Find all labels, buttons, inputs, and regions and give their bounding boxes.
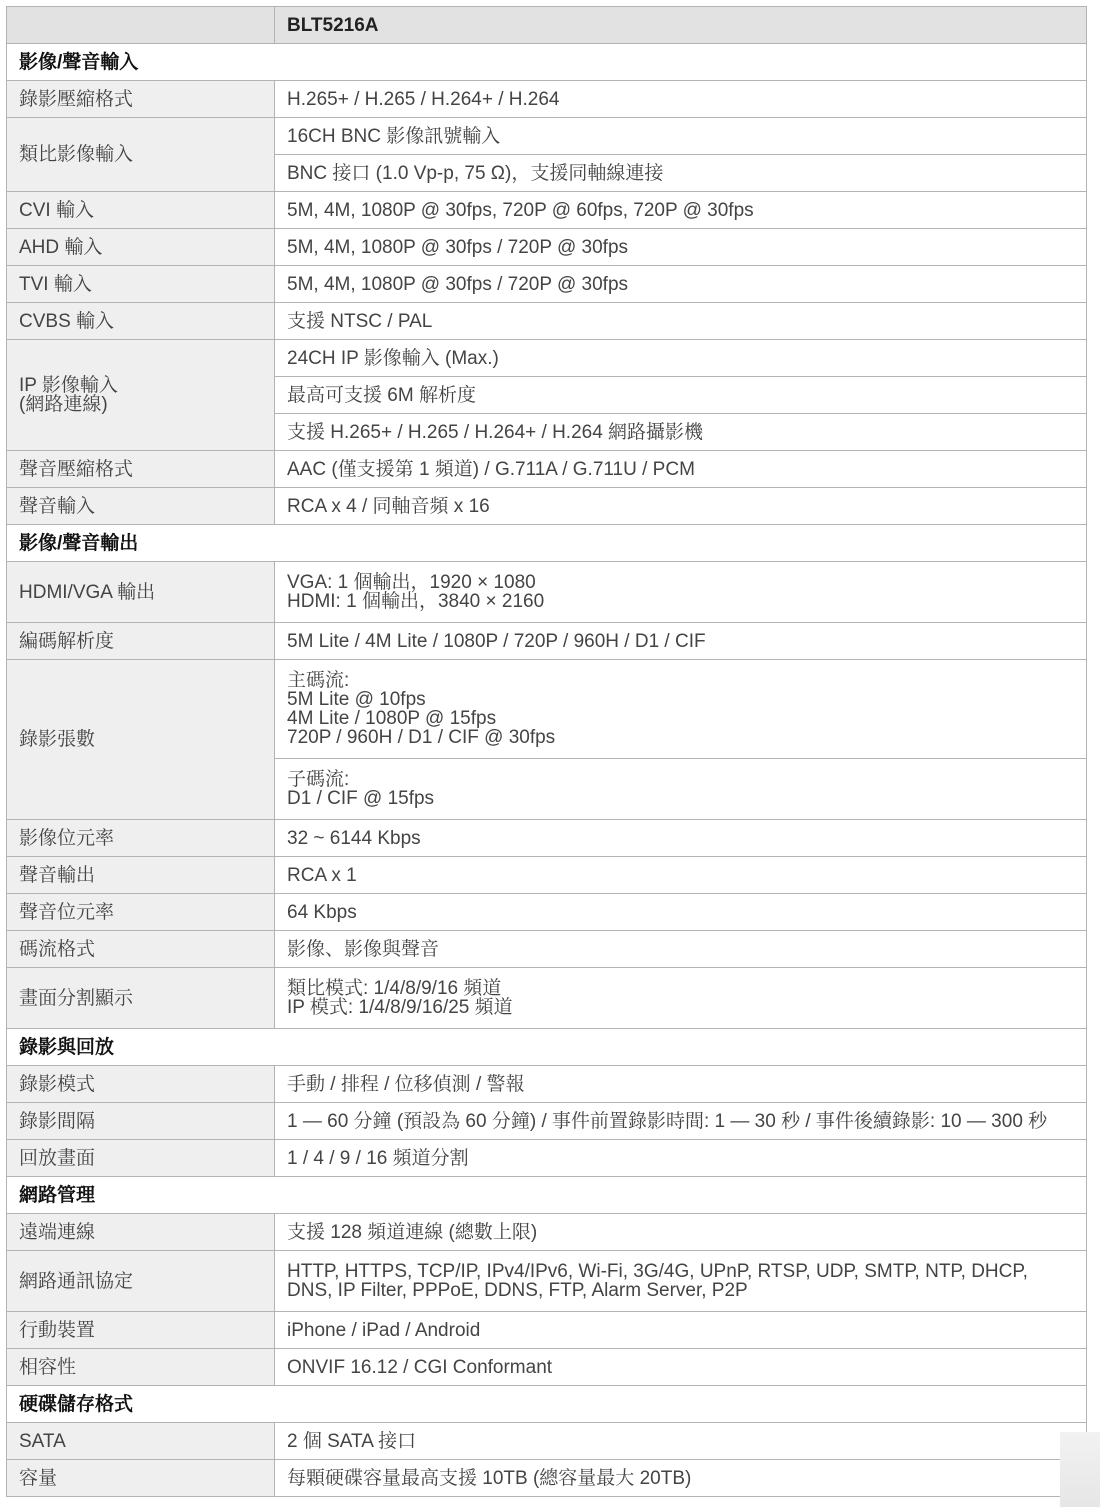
spec-row xyxy=(7,1066,1087,1103)
spec-row xyxy=(7,488,1087,525)
spec-row xyxy=(7,118,1087,155)
spec-label: CVBS 輸入 xyxy=(7,303,275,340)
spec-label: 類比影像輸入 xyxy=(7,118,275,192)
spec-value: 支援 NTSC / PAL xyxy=(275,303,1087,340)
spec-value: 支援 H.265+ / H.265 / H.264+ / H.264 網路攝影機 xyxy=(275,414,1087,451)
spec-row xyxy=(7,192,1087,229)
spec-label: 相容性 xyxy=(7,1349,275,1386)
section-header-row xyxy=(7,1386,1087,1423)
spec-value: 類比模式: 1/4/8/9/16 頻道 IP 模式: 1/4/8/9/16/25 頻道 xyxy=(275,968,1087,1029)
spec-value: 2 個 SATA 接口 xyxy=(275,1423,1087,1460)
spec-label: 碼流格式 xyxy=(7,931,275,968)
spec-value: 32 ~ 6144 Kbps xyxy=(275,820,1087,857)
spec-label: 聲音輸入 xyxy=(7,488,275,525)
spec-value: BNC 接口 (1.0 Vp-p, 75 Ω)，支援同軸線連接 xyxy=(275,155,1087,192)
spec-value: 5M, 4M, 1080P @ 30fps / 720P @ 30fps xyxy=(275,266,1087,303)
spec-row xyxy=(7,1214,1087,1251)
spec-value: H.265+ / H.265 / H.264+ / H.264 xyxy=(275,81,1087,118)
spec-value: ONVIF 16.12 / CGI Conformant xyxy=(275,1349,1087,1386)
spec-label: 影像位元率 xyxy=(7,820,275,857)
spec-value: 16CH BNC 影像訊號輸入 xyxy=(275,118,1087,155)
spec-row xyxy=(7,1103,1087,1140)
spec-label: 編碼解析度 xyxy=(7,623,275,660)
section-title: 影像/聲音輸入 xyxy=(7,44,1087,81)
spec-row xyxy=(7,1349,1087,1386)
spec-label: 錄影張數 xyxy=(7,660,275,820)
spec-row xyxy=(7,968,1087,1029)
spec-row xyxy=(7,820,1087,857)
section-header-row xyxy=(7,44,1087,81)
spec-value: 5M, 4M, 1080P @ 30fps / 720P @ 30fps xyxy=(275,229,1087,266)
spec-value: 1 / 4 / 9 / 16 頻道分割 xyxy=(275,1140,1087,1177)
spec-value: 最高可支援 6M 解析度 xyxy=(275,377,1087,414)
section-title: 影像/聲音輸出 xyxy=(7,525,1087,562)
spec-row xyxy=(7,229,1087,266)
spec-row xyxy=(7,340,1087,377)
section-title: 硬碟儲存格式 xyxy=(7,1386,1087,1423)
spec-value: 每顆硬碟容量最高支援 10TB (總容量最大 20TB) xyxy=(275,1460,1087,1497)
section-title: 錄影與回放 xyxy=(7,1029,1087,1066)
section-title: 網路管理 xyxy=(7,1177,1087,1214)
spec-row xyxy=(7,660,1087,759)
spec-value: iPhone / iPad / Android xyxy=(275,1312,1087,1349)
header-label-cell xyxy=(7,7,275,44)
spec-value: 64 Kbps xyxy=(275,894,1087,931)
model-name: BLT5216A xyxy=(275,7,1087,44)
table-header-row xyxy=(7,7,1087,44)
spec-label: 聲音位元率 xyxy=(7,894,275,931)
spec-label: 錄影模式 xyxy=(7,1066,275,1103)
spec-row xyxy=(7,1251,1087,1312)
spec-label: AHD 輸入 xyxy=(7,229,275,266)
spec-row xyxy=(7,451,1087,488)
spec-row xyxy=(7,562,1087,623)
spec-row xyxy=(7,894,1087,931)
corner-watermark xyxy=(1060,1432,1100,1507)
spec-label: 行動裝置 xyxy=(7,1312,275,1349)
spec-label: 錄影間隔 xyxy=(7,1103,275,1140)
spec-row xyxy=(7,1423,1087,1460)
spec-label: 網路通訊協定 xyxy=(7,1251,275,1312)
spec-label: 聲音輸出 xyxy=(7,857,275,894)
spec-row xyxy=(7,1140,1087,1177)
section-header-row xyxy=(7,525,1087,562)
spec-table xyxy=(6,6,1087,1497)
spec-value: 主碼流: 5M Lite @ 10fps 4M Lite / 1080P @ 15fps 720P / 960H / D1 / CIF @ 30fps xyxy=(275,660,1087,759)
spec-value: 5M Lite / 4M Lite / 1080P / 720P / 960H / D1 / CIF xyxy=(275,623,1087,660)
spec-label: HDMI/VGA 輸出 xyxy=(7,562,275,623)
spec-label: 畫面分割顯示 xyxy=(7,968,275,1029)
spec-value: RCA x 4 / 同軸音頻 x 16 xyxy=(275,488,1087,525)
spec-value: HTTP, HTTPS, TCP/IP, IPv4/IPv6, Wi-Fi, 3G/4G, UPnP, RTSP, UDP, SMTP, NTP, DHCP, DNS, IP Filter, PPPoE, DDNS, FTP, Alarm Server, P2P xyxy=(275,1251,1087,1312)
spec-label: CVI 輸入 xyxy=(7,192,275,229)
spec-value: 影像、影像與聲音 xyxy=(275,931,1087,968)
spec-value: 1 — 60 分鐘 (預設為 60 分鐘) / 事件前置錄影時間: 1 — 30 秒 / 事件後續錄影: 10 — 300 秒 xyxy=(275,1103,1087,1140)
spec-table-body xyxy=(7,7,1087,1497)
spec-label: 回放畫面 xyxy=(7,1140,275,1177)
spec-label: TVI 輸入 xyxy=(7,266,275,303)
spec-row xyxy=(7,81,1087,118)
spec-row xyxy=(7,931,1087,968)
spec-value: AAC (僅支援第 1 頻道) / G.711A / G.711U / PCM xyxy=(275,451,1087,488)
spec-value: RCA x 1 xyxy=(275,857,1087,894)
section-header-row xyxy=(7,1029,1087,1066)
spec-label: IP 影像輸入 (網路連線) xyxy=(7,340,275,451)
spec-label: SATA xyxy=(7,1423,275,1460)
spec-value: 支援 128 頻道連線 (總數上限) xyxy=(275,1214,1087,1251)
spec-row xyxy=(7,303,1087,340)
spec-label: 容量 xyxy=(7,1460,275,1497)
spec-label: 聲音壓縮格式 xyxy=(7,451,275,488)
spec-row xyxy=(7,1460,1087,1497)
spec-row xyxy=(7,623,1087,660)
spec-value: VGA: 1 個輸出，1920 × 1080 HDMI: 1 個輸出，3840 × 2160 xyxy=(275,562,1087,623)
spec-row xyxy=(7,266,1087,303)
spec-label: 錄影壓縮格式 xyxy=(7,81,275,118)
spec-value: 24CH IP 影像輸入 (Max.) xyxy=(275,340,1087,377)
spec-row xyxy=(7,857,1087,894)
spec-value: 子碼流: D1 / CIF @ 15fps xyxy=(275,759,1087,820)
spec-row xyxy=(7,1312,1087,1349)
spec-value: 手動 / 排程 / 位移偵測 / 警報 xyxy=(275,1066,1087,1103)
spec-value: 5M, 4M, 1080P @ 30fps, 720P @ 60fps, 720P @ 30fps xyxy=(275,192,1087,229)
section-header-row xyxy=(7,1177,1087,1214)
spec-label: 遠端連線 xyxy=(7,1214,275,1251)
